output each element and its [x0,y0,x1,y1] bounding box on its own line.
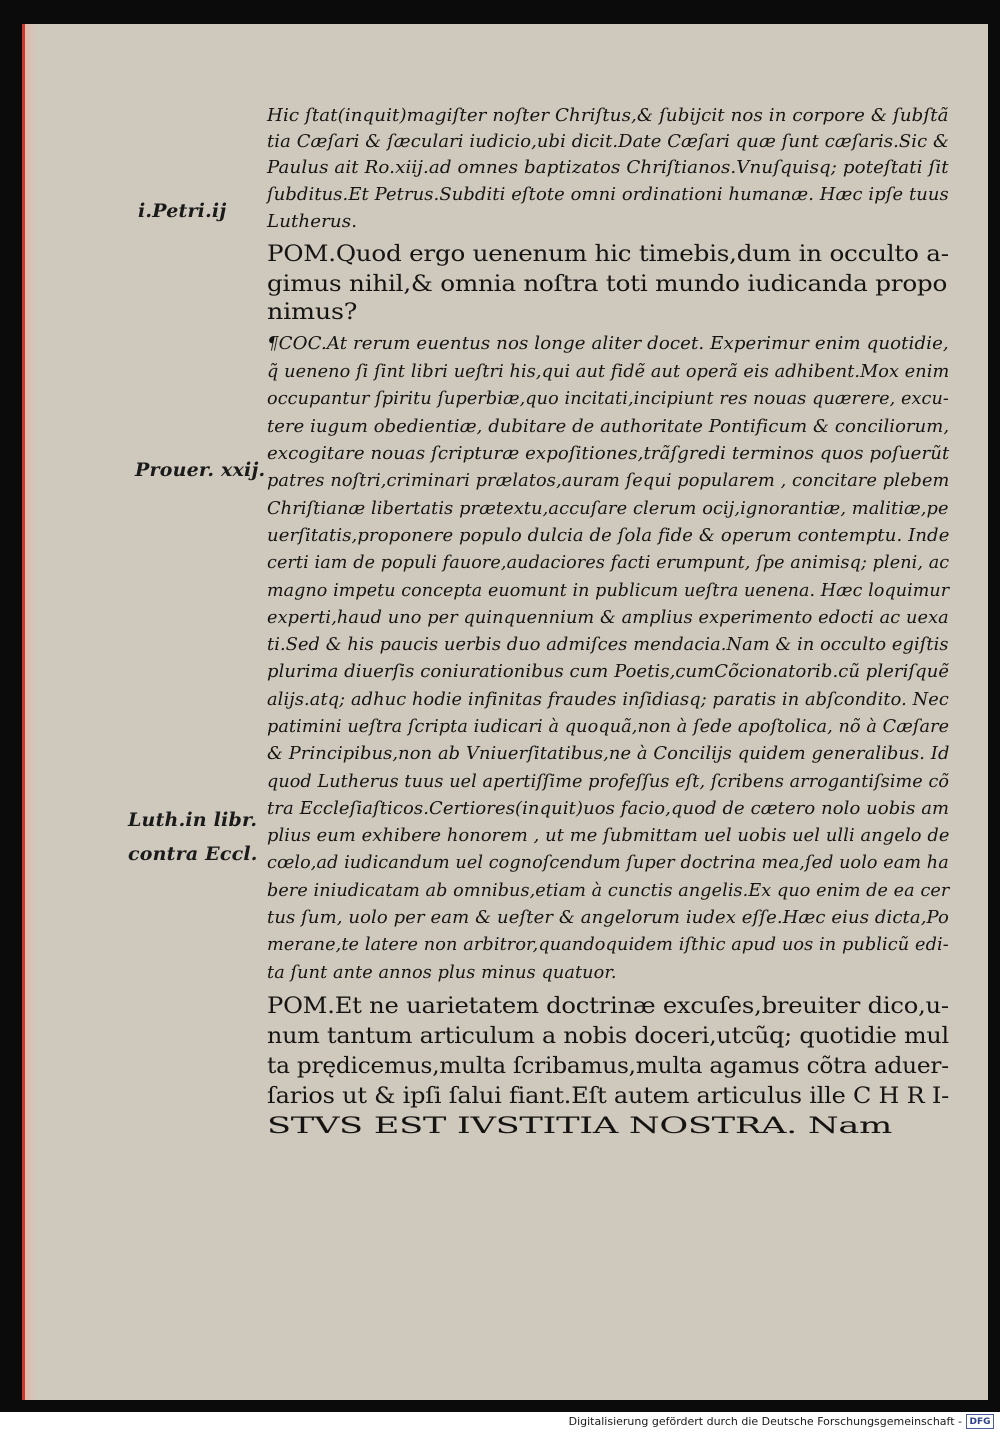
text-line: & Principibus,non ab Vniuerſitatibus,ne à Concilijs quidem generalibus. Id [267,744,950,764]
text-line: ſubditus.Et Petrus.Subditi eſtote omni ordinationi humanæ. Hæc ipſe tuus [267,185,949,205]
text-line: bere iniudicatam ab omnibus,etiam à cunctis angelis.Ex quo enim de ea cer [267,881,950,901]
book-page [22,24,988,1400]
text-line: magno impetu concepta euomunt in publicum ueſtra uenena. Hæc loquimur [267,581,950,601]
margin-note-luth: Luth.in libr. [128,809,258,831]
footer-bar [0,1412,1000,1432]
text-line: tus ſum, uolo per eam & ueſter & angelorum iudex eſſe.Hæc eius dicta,Po [267,908,949,928]
text-line: patimini ueſtra ſcripta iudicari à quoquã,non à ſede apoſtolica, nõ à Cæſare [267,717,950,737]
text-line: patres noſtri,criminari prælatos,auram ſequi popularem , concitare plebem [267,471,950,491]
text-line: q̃ ueneno ſi ſint libri ueſtri his,qui aut fidẽ aut operã eis adhibent.Mox enim [267,362,950,382]
text-line: ſarios ut & ipſi ſalui fiant.Eſt autem articulus ille C H R I- [267,1084,949,1109]
text-line: occupantur ſpiritu ſuperbiæ,quo incitati,incipiunt res nouas quærere, excu- [267,389,949,409]
text-line: tia Cæſari & ſæculari iudicio,ubi dicit.Date Cæſari quæ ſunt cæſaris.Sic & [267,132,950,152]
margin-note-contra-eccl: contra Eccl. [128,843,258,865]
footer-credit: Digitalisierung gefördert durch die Deutsche Forschungsgemeinschaft - [568,1415,962,1428]
text-line: alijs.atq; adhuc hodie infinitas fraudes inſidiasq; paratis in abſcondito. Nec [267,690,949,710]
text-line: Hic ſtat(inquit)magiſter noſter Chriſtus,& ſubijcit nos in corpore & ſubſtã [267,106,949,126]
text-line: experti,haud uno per quinquennium & amplius experimento edocti ac uexa [267,608,949,628]
text-line: plurima diuerſis coniurationibus cum Poetis,cumCõcionatorib.cũ pleriſquẽ [267,662,950,682]
text-line: excogitare nouas ſcripturæ expoſitiones,trãſgredi terminos quos poſuerũt [267,444,950,464]
text-line: merane,te latere non arbitror,quandoquidem iſthic apud uos in publicũ edi- [267,935,949,955]
text-line: Paulus ait Ro.xiij.ad omnes baptizatos Chriſtianos.Vnuſquisq; poteſtati ſit [267,158,949,178]
text-line: ta prędicemus,multa ſcribamus,multa agamus cõtra aduer- [267,1054,949,1079]
text-line: plius eum exhibere honorem , ut me ſubmittam uel uobis uel ulli angelo de [267,826,950,846]
text-line: Lutherus. [267,212,358,232]
text-line: STVS EST IVSTITIA NOSTRA. Nam [267,1114,893,1139]
margin-note-prouer: Prouer. xxij. [135,459,266,481]
text-line: Chriſtianæ libertatis prætextu,accuſare clerum ocij,ignorantiæ, malitiæ,pe [267,499,949,519]
text-line: nimus? [267,300,358,325]
text-line: num tantum articulum a nobis doceri,utcũq; quotidie mul [267,1024,949,1049]
margin-note-petri: i.Petri.ij [138,200,227,222]
text-line: ti.Sed & his paucis uerbis duo admiſces mendacia.Nam & in occulto egiſtis [267,635,949,655]
text-line: POM.Et ne uarietatem doctrinæ excuſes,breuiter dico,u- [267,994,949,1019]
text-line: POM.Quod ergo uenenum hic timebis,dum in occulto a- [267,242,949,267]
text-line: ¶COC.At rerum euentus nos longe aliter docet. Experimur enim quotidie, [267,334,949,354]
text-line: cœlo,ad iudicandum uel cognoſcendum ſuper doctrina mea,ſed uolo eam ha [267,853,949,873]
text-line: certi iam de populi fauore,audaciores facti erumpunt, ſpe animisq; pleni, ac [267,553,950,573]
text-line: ta ſunt ante annos plus minus quatuor. [267,963,617,983]
text-line: tere iugum obedientiæ, dubitare de authoritate Pontificum & conciliorum, [267,417,950,437]
text-line: tra Eccleſiaſticos.Certiores(inquit)uos facio,quod de cætero nolo uobis am [267,799,950,819]
text-line: quod Lutherus tuus uel apertiſſime profeſſus eſt, ſcribens arrogantiſsime cõ [267,772,950,792]
text-line: uerſitatis,proponere populo dulcia de ſola fide & operum contemptu. Inde [267,526,950,546]
dfg-logo: DFG [966,1414,994,1429]
text-line: gimus nihil,& omnia noſtra toti mundo iudicanda propo [267,272,948,297]
